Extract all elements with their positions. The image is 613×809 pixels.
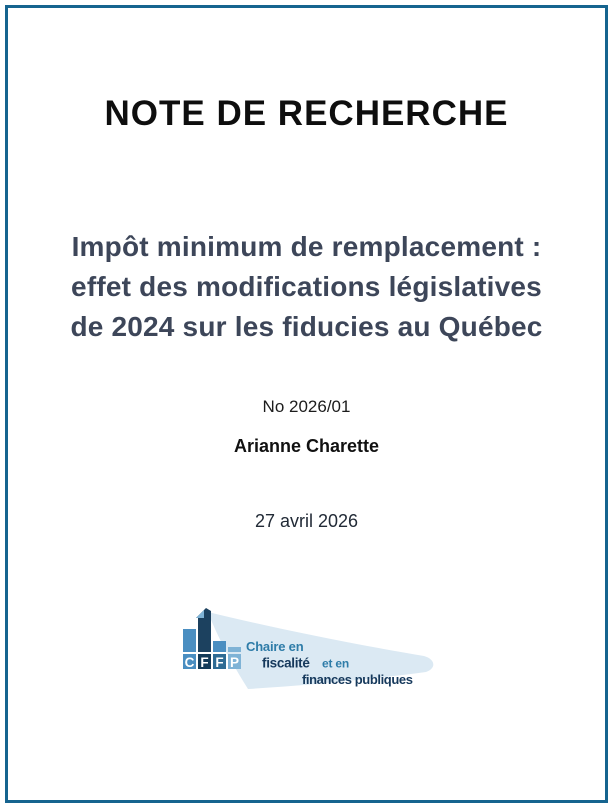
- author-name: Arianne Charette: [233, 436, 380, 456]
- cffp-logo: [178, 599, 458, 695]
- title-line-3: de 2024 sur les fiducies au Québec: [70, 311, 543, 342]
- document-title-block: [0, 227, 613, 347]
- document-kind-heading: NOTE DE RECHERCHE: [104, 94, 509, 133]
- logo-text-line2-light: et en: [322, 656, 350, 671]
- title-line-2: effet des modifications législatives: [71, 271, 542, 302]
- logo-text-line2-dark: fiscalité: [262, 655, 310, 671]
- logo-letter-p: P: [229, 655, 240, 670]
- logo-letter-f2: F: [215, 655, 224, 670]
- logo-letter-f1: F: [200, 655, 209, 670]
- title-line-1: Impôt minimum de remplacement :: [71, 231, 542, 262]
- note-number: No 2026/01: [262, 397, 351, 416]
- logo-flag-icon: [196, 608, 211, 618]
- logo-text-line3: finances publiques: [302, 672, 413, 687]
- logo-text-line1: Chaire en: [246, 639, 304, 654]
- logo-acronym: [183, 654, 241, 670]
- logo-letter-c: C: [184, 655, 195, 670]
- publication-date: 27 avril 2026: [254, 511, 359, 531]
